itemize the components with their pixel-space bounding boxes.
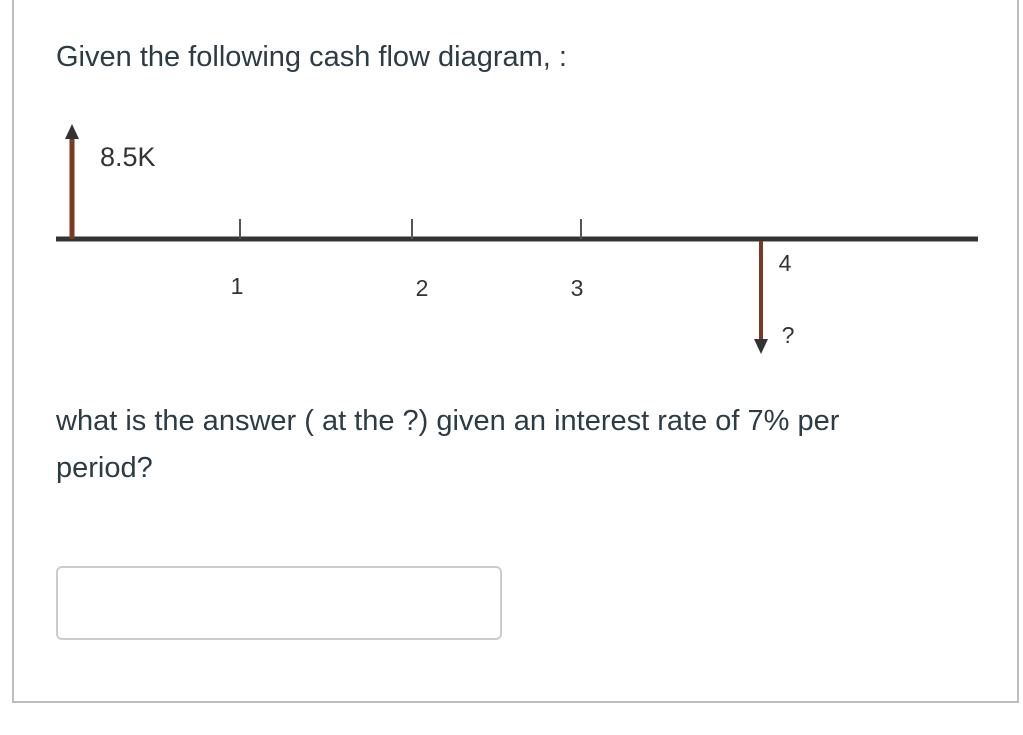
period-label-2: 2 bbox=[415, 275, 429, 301]
cash-flow-diagram bbox=[14, 110, 1004, 370]
period-label-1: 1 bbox=[230, 273, 244, 299]
period-label-4: 4 bbox=[778, 250, 792, 276]
cash-inflow-arrowhead bbox=[65, 124, 79, 139]
question-prompt: Given the following cash flow diagram, : bbox=[56, 41, 567, 73]
period-label-3: 3 bbox=[570, 275, 584, 301]
question-card bbox=[12, 0, 1019, 703]
answer-input[interactable] bbox=[56, 566, 502, 640]
cash-outflow-arrowhead bbox=[754, 339, 768, 354]
question-body: what is the answer ( at the ?) given an interest rate of 7% per period? bbox=[56, 405, 840, 484]
cash-outflow-label: ? bbox=[781, 322, 795, 348]
cash-inflow-label: 8.5K bbox=[100, 142, 156, 172]
